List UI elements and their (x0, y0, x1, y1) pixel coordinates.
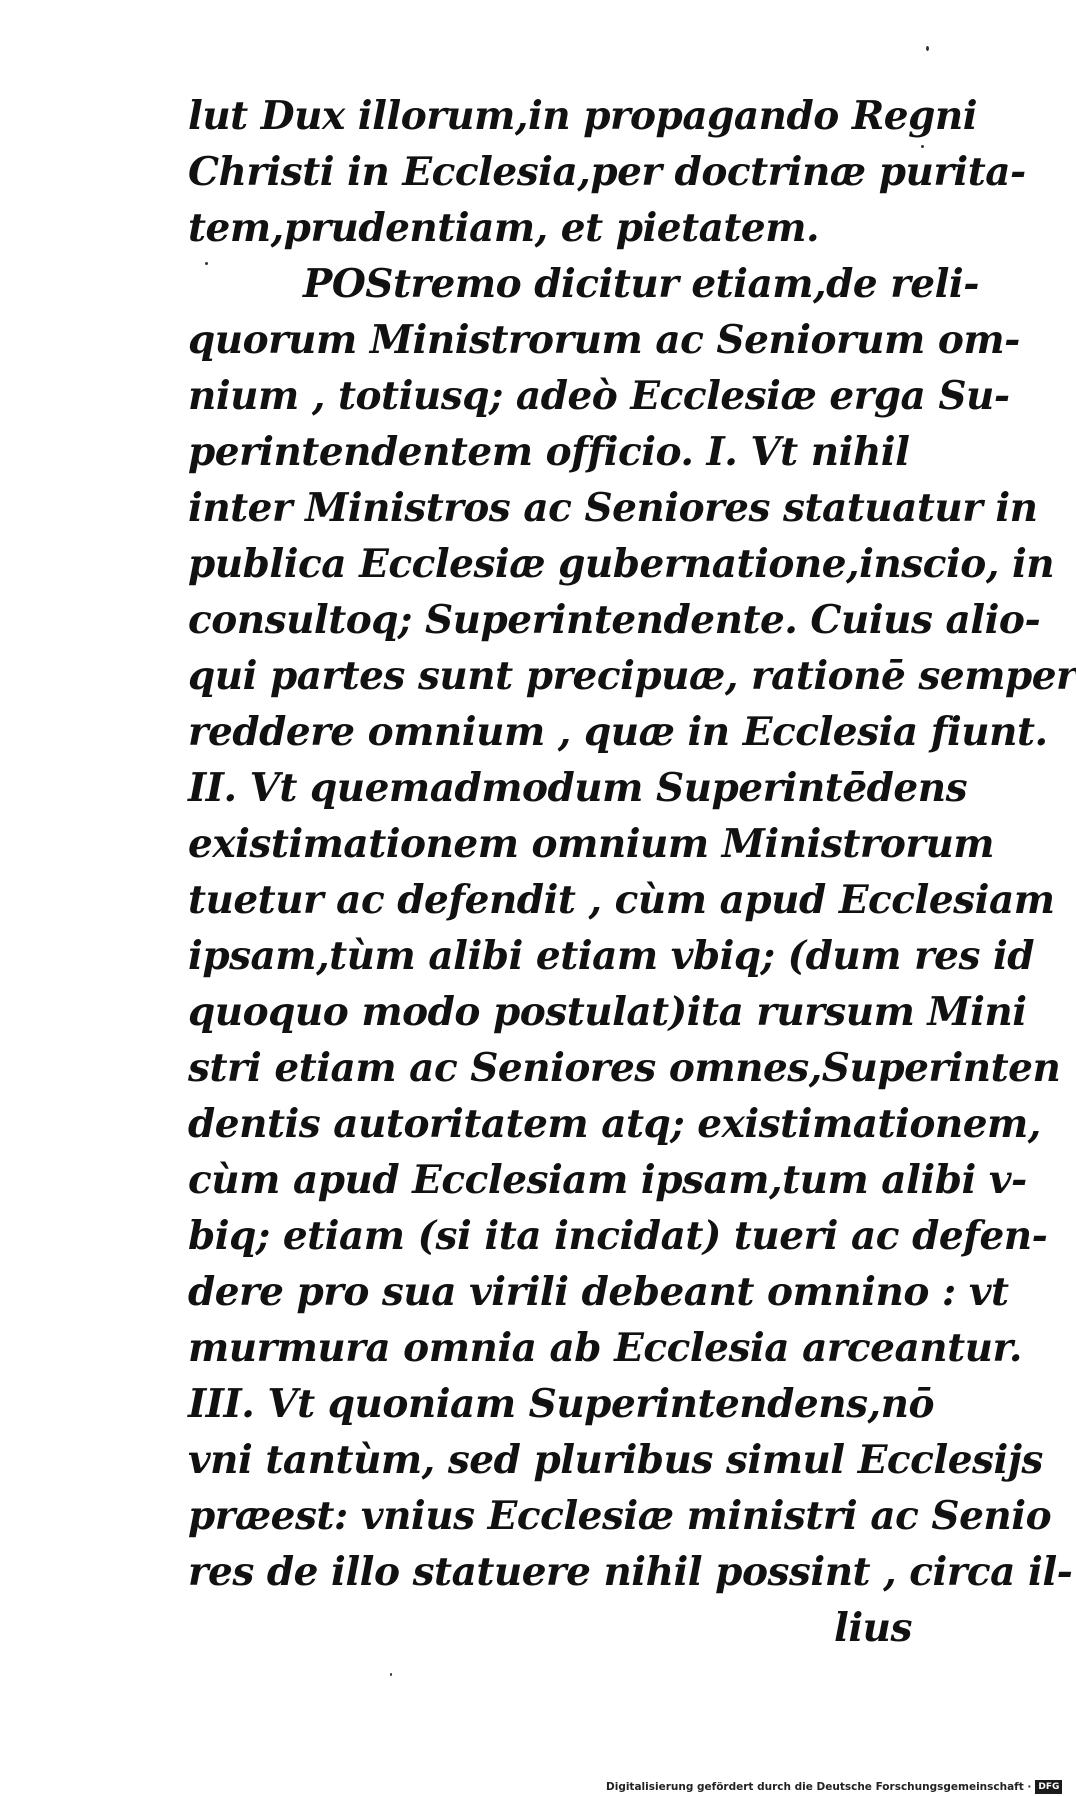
text-line: vni tantùm, sed pluribus simul Ecclesijs (188, 1437, 1043, 1483)
text-line: biq; etiam (si ita incidat) tueri ac defen- (188, 1213, 1048, 1259)
text-line: cùm apud Ecclesiam ipsam,tum alibi v- (188, 1157, 1027, 1203)
text-line: dere pro sua virili debeant omnino : vt (188, 1269, 1009, 1315)
text-line: ipsam,tùm alibi etiam vbiq; (dum res id (188, 933, 1035, 979)
scan-speck (926, 46, 929, 51)
text-line: stri etiam ac Seniores omnes,Superinten (188, 1045, 1061, 1091)
text-line: tuetur ac defendit , cùm apud Ecclesiam (188, 877, 1055, 923)
digitization-footer (606, 1777, 1060, 1796)
text-line: res de illo statuere nihil possint , circa il- (188, 1549, 1073, 1595)
text-line: qui partes sunt precipuæ, rationē semper (188, 653, 1076, 699)
text-line: lut Dux illorum,in propagando Regni (188, 93, 978, 139)
scan-speck (921, 145, 924, 148)
text-line: quorum Ministrorum ac Seniorum om- (188, 317, 1020, 363)
text-line: dentis autoritatem atq; existimationem, (188, 1101, 1041, 1147)
text-line: præest: vnius Ecclesiæ ministri ac Senio (188, 1493, 1052, 1539)
text-line: nium , totiusq; adeò Ecclesiæ erga Su- (188, 373, 1010, 419)
text-line: Christi in Ecclesia,per doctrinæ purita- (188, 149, 1026, 195)
paragraph-start-line: POStremo dicitur etiam,de reli- (303, 261, 979, 307)
text-line: inter Ministros ac Seniores statuatur in (188, 485, 1038, 531)
text-line: III. Vt quoniam Superintendens,nō (188, 1381, 934, 1427)
funding-credit: Digitalisierung gefördert durch die Deutsche Forschungsgemeinschaft · (606, 1780, 1032, 1793)
text-line: quoquo modo postulat)ita rursum Mini (188, 989, 1027, 1035)
scan-speck (390, 1673, 392, 1676)
text-line: existimationem omnium Ministrorum (188, 821, 995, 867)
text-line: reddere omnium , quæ in Ecclesia fiunt. (188, 709, 1048, 755)
text-line: publica Ecclesiæ gubernatione,inscio, in (188, 541, 1055, 587)
text-line: consultoq; Superintendente. Cuius alio- (188, 597, 1041, 643)
text-line: II. Vt quemadmodum Superintēdens (188, 765, 968, 811)
text-line: perintendentem officio. I. Vt nihil (188, 429, 910, 475)
body-text (188, 88, 1076, 1656)
catchword: lius (834, 1605, 912, 1651)
dfg-logo-icon: DFG (1035, 1780, 1062, 1794)
text-line: murmura omnia ab Ecclesia arceantur. (188, 1325, 1022, 1371)
text-line: tem,prudentiam, et pietatem. (188, 205, 820, 251)
